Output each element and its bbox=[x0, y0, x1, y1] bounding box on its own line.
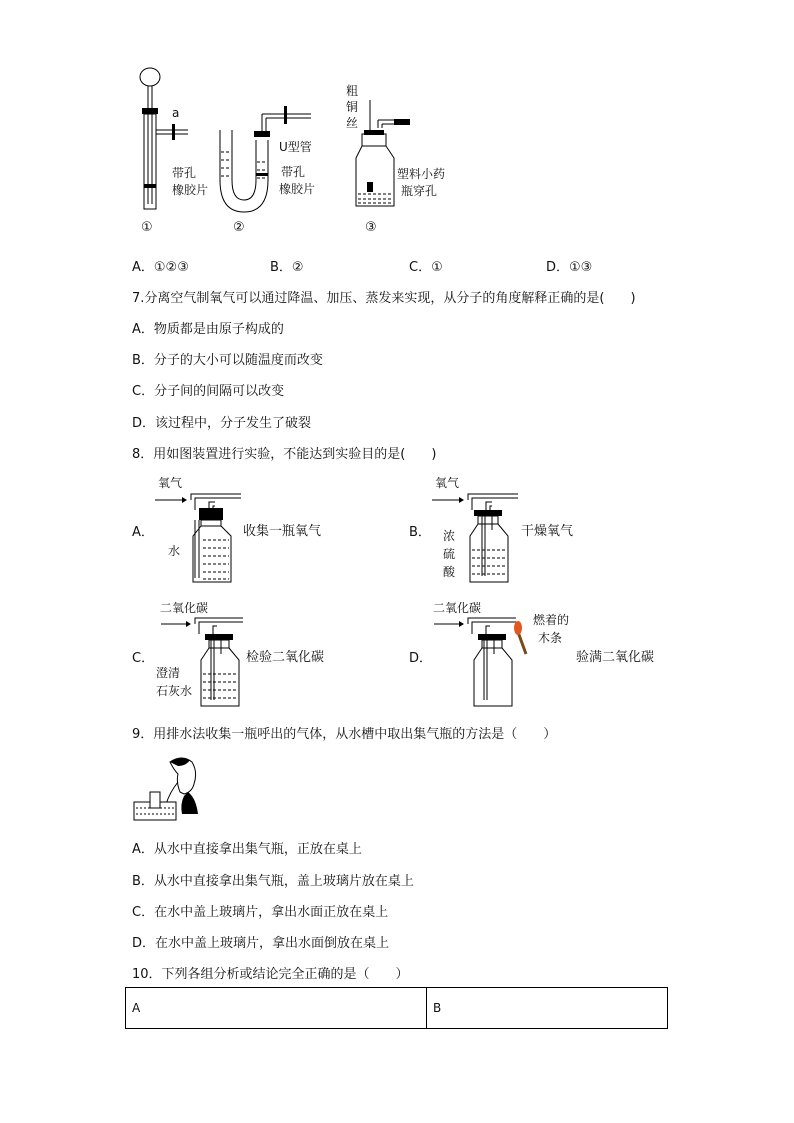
figure-number-1: ① bbox=[141, 220, 153, 235]
q8-d-bottle-figure bbox=[430, 614, 540, 710]
q9-option-a[interactable]: A．从水中直接拿出集气瓶，正放在桌上 bbox=[132, 842, 362, 857]
q7-option-a[interactable]: A．物质都是由原子构成的 bbox=[132, 322, 284, 337]
q8-c-caption: 检验二氧化碳 bbox=[246, 650, 325, 665]
q8-option-b-letter[interactable]: B． bbox=[409, 525, 431, 540]
q10-option-b-cell[interactable]: B bbox=[427, 988, 668, 1029]
figure-number-3: ③ bbox=[365, 220, 377, 235]
q7-stem: 7.分离空气制氧气可以通过降温、加压、蒸发来实现，从分子的角度解释正确的是( ) bbox=[132, 291, 636, 306]
q8-option-a-letter[interactable]: A． bbox=[132, 525, 154, 540]
label-u-tube: U型管 bbox=[279, 140, 312, 154]
label-hole-rubber-1-line1: 带孔 bbox=[172, 166, 197, 180]
q6-option-c[interactable] bbox=[409, 256, 443, 275]
q8-b-liquid-1: 浓 bbox=[443, 529, 456, 543]
figure-number-2: ② bbox=[233, 220, 245, 235]
q8-option-c-letter[interactable]: C． bbox=[132, 651, 155, 666]
apparatus-2-figure bbox=[216, 100, 316, 215]
q8-a-liquid-label: 水 bbox=[168, 544, 181, 558]
q6-option-b-letter: B． bbox=[270, 260, 292, 275]
label-a: a bbox=[172, 106, 180, 120]
q8-d-caption: 验满二氧化碳 bbox=[576, 650, 655, 665]
q8-c-liquid-1: 澄清 bbox=[156, 666, 181, 680]
q6-option-d-text: ①③ bbox=[569, 260, 593, 275]
q9-option-d[interactable]: D．在水中盖上玻璃片，拿出水面倒放在桌上 bbox=[132, 936, 390, 951]
q9-option-b[interactable]: B．从水中直接拿出集气瓶，盖上玻璃片放在桌上 bbox=[132, 874, 414, 889]
q9-stem: 9．用排水法收集一瓶呼出的气体，从水槽中取出集气瓶的方法是（ ） bbox=[132, 727, 557, 742]
q9-option-c[interactable]: C．在水中盖上玻璃片，拿出水面正放在桌上 bbox=[132, 905, 389, 920]
label-hole-rubber-1-line2: 橡胶片 bbox=[172, 183, 209, 197]
q10-option-a-cell[interactable]: A bbox=[126, 988, 427, 1029]
q8-d-stick-2: 木条 bbox=[538, 631, 563, 645]
q8-d-gas-label: 二氧化碳 bbox=[433, 601, 482, 615]
label-copper-wire-2: 铜 bbox=[346, 100, 359, 114]
q8-a-bottle-figure bbox=[155, 490, 245, 586]
q9-exhale-illustration bbox=[132, 752, 202, 824]
q10-stem: 10．下列各组分析或结论完全正确的是（ ） bbox=[132, 967, 409, 982]
label-plastic-vial-line2: 瓶穿孔 bbox=[401, 184, 438, 198]
label-copper-wire-3: 丝 bbox=[346, 116, 359, 130]
table-row bbox=[126, 988, 668, 1029]
q6-option-c-text: ① bbox=[431, 260, 443, 275]
q6-option-b-text: ② bbox=[291, 260, 304, 275]
q8-a-caption: 收集一瓶氧气 bbox=[243, 524, 322, 539]
q7-option-b[interactable]: B．分子的大小可以随温度而改变 bbox=[132, 353, 323, 368]
q8-b-liquid-2: 硫 bbox=[443, 547, 456, 561]
q8-option-d-letter[interactable]: D． bbox=[409, 651, 433, 666]
label-hole-rubber-2-line2: 橡胶片 bbox=[279, 182, 316, 196]
q8-a-gas-label: 氧气 bbox=[158, 476, 183, 490]
label-hole-rubber-2-line1: 带孔 bbox=[281, 165, 306, 179]
q8-d-stick-1: 燃着的 bbox=[533, 613, 570, 627]
q8-c-gas-label: 二氧化碳 bbox=[160, 601, 209, 615]
label-plastic-vial-line1: 塑料小药 bbox=[397, 167, 446, 181]
q8-b-gas-label: 氧气 bbox=[435, 476, 460, 490]
q8-stem: 8．用如图装置进行实验，不能达到实验目的是( ) bbox=[132, 447, 437, 462]
q6-option-d[interactable] bbox=[546, 256, 592, 275]
label-copper-wire-1: 粗 bbox=[346, 84, 359, 98]
q8-c-liquid-2: 石灰水 bbox=[156, 684, 193, 698]
q6-option-b[interactable] bbox=[270, 256, 304, 275]
q6-option-a[interactable] bbox=[132, 256, 189, 275]
q6-option-a-text: ①②③ bbox=[153, 260, 189, 275]
q7-option-c[interactable]: C．分子间的间隔可以改变 bbox=[132, 384, 285, 399]
q8-b-liquid-3: 酸 bbox=[443, 565, 456, 579]
q7-option-d[interactable]: D．该过程中，分子发生了破裂 bbox=[132, 416, 312, 431]
q8-b-caption: 干燥氧气 bbox=[521, 524, 574, 539]
q6-option-a-letter: A． bbox=[132, 260, 154, 275]
q10-options-table bbox=[125, 987, 668, 1029]
q6-option-c-letter: C． bbox=[409, 260, 432, 275]
q6-option-d-letter: D． bbox=[546, 260, 570, 275]
